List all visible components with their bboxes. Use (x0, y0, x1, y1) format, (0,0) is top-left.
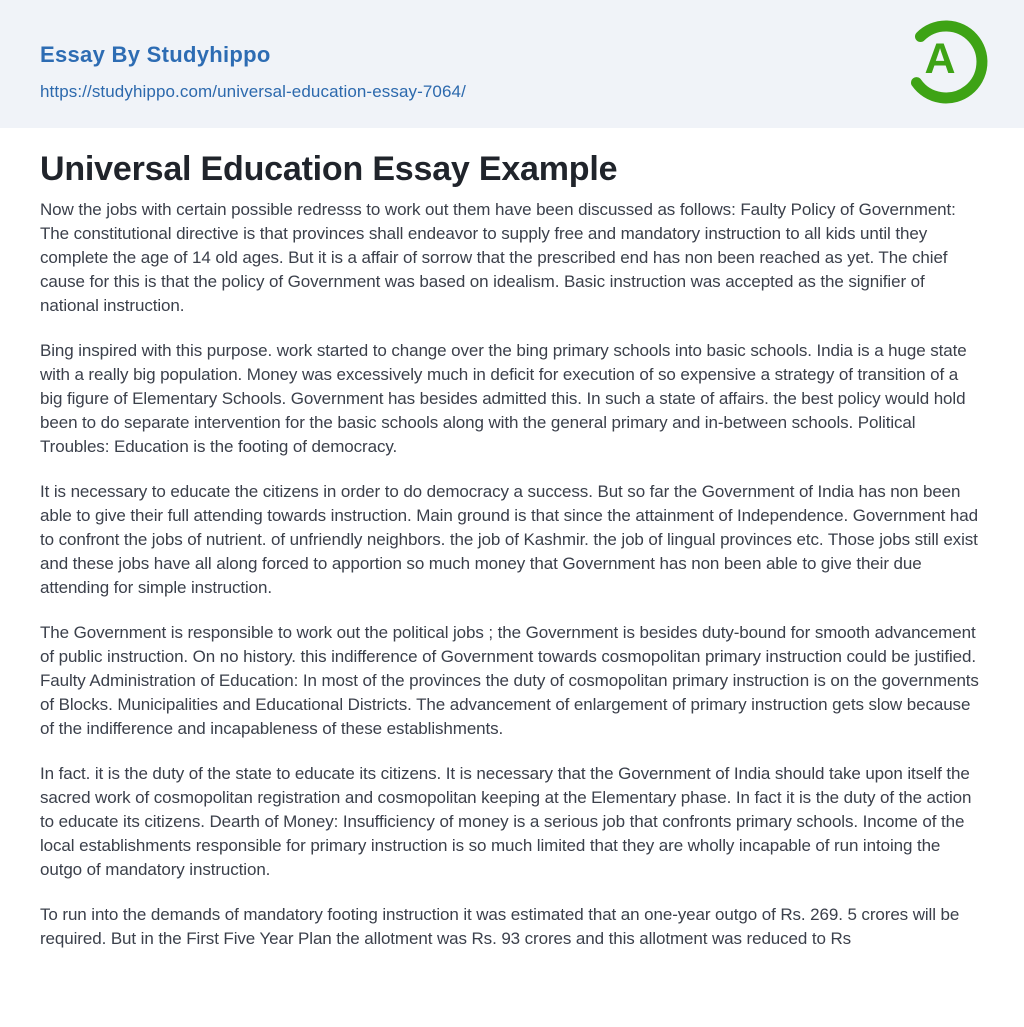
essay-title: Universal Education Essay Example (40, 150, 618, 188)
logo-arc-icon (902, 18, 990, 106)
essay-paragraph: To run into the demands of mandatory footing instruction it was estimated that an one-year outgo of Rs. 269. 5 crores will be required. But in the First Five Year Plan the allotment was Rs. 93 crores and this allotment was reduced to Rs (40, 905, 960, 948)
essay-paragraph: Now the jobs with certain possible redresss to work out them have been discussed as follows: Faulty Policy of Government: The constitutional directive is that provinces shall endeavor to supply free and mandatory instruction to all kids until they complete the age of 14 old ages. But it is a affair of sorrow that the prescribed end has non been reached as yet. The chief cause for this is that the policy of Government was based on idealism. Basic instruction was accepted as the signifier of national instruction. (40, 200, 956, 315)
essay-url-link[interactable]: https://studyhippo.com/universal-education-essay-7064/ (40, 82, 466, 101)
essay-paragraph: The Government is responsible to work out the political jobs ; the Government is besides duty-bound for smooth advancement of public instruction. On no history. this indifference of Government towards cosmopolitan primary instruction could be justified. Faulty Administration of Education: In most of the provinces the duty of cosmopolitan primary instruction is on the governments of Blocks. Municipalities and Educational Districts. The advancement of enlargement of primary instruction gets slow because of the indifference and incapableness of these establishments. (40, 623, 979, 738)
logo-letter: A (924, 35, 956, 83)
essay-paragraphs (40, 198, 984, 951)
essay-paragraph: It is necessary to educate the citizens in order to do democracy a success. But so far the Government of India has non been able to give their full attending towards instruction. Main ground is that since the attainment of Independence. Government had to confront the jobs of nutrient. of unfriendly neighbors. the job of Kashmir. the job of lingual provinces etc. Those jobs still exist and these jobs have all along forced to apportion so much money that Government has non been able to give their due attending for simple instruction. (40, 482, 978, 597)
site-title: Essay By Studyhippo (40, 42, 271, 67)
essay-content (0, 150, 1024, 951)
site-header (0, 0, 1024, 128)
studyhippo-logo (902, 18, 990, 106)
essay-paragraph: In fact. it is the duty of the state to educate its citizens. It is necessary that the Government of India should take upon itself the sacred work of cosmopolitan registration and cosmopolitan keeping at the Elementary phase. In fact it is the duty of the action to educate its citizens. Dearth of Money: Insufficiency of money is a serious job that confronts primary schools. Income of the local establishments responsible for primary instruction is so much limited that they are wholly incapable of run intoing the outgo of mandatory instruction. (40, 764, 972, 879)
header-text-block (40, 42, 984, 102)
essay-paragraph: Bing inspired with this purpose. work started to change over the bing primary schools into basic schools. India is a huge state with a really big population. Money was excessively much in deficit for execution of so expensive a strategy of transition of a big figure of Elementary Schools. Government has besides admitted this. In such a state of affairs. the best policy would hold been to do separate intervention for the basic schools along with the general primary and in-between schools. Political Troubles: Education is the footing of democracy. (40, 341, 967, 456)
